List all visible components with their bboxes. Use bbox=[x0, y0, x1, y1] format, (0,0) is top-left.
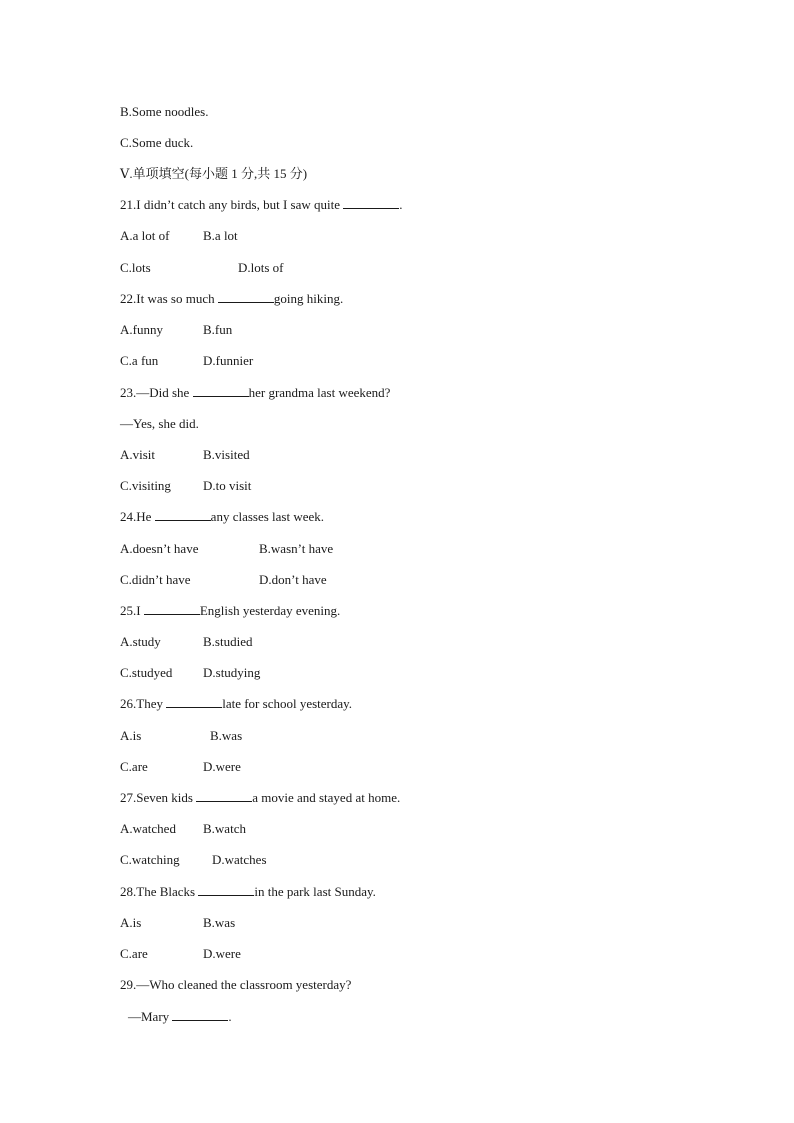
option-d: D.watches bbox=[212, 852, 267, 867]
option-b: B.was bbox=[203, 915, 236, 930]
option-d: D.lots of bbox=[238, 260, 284, 275]
option-d: D.were bbox=[203, 946, 241, 961]
option-a: A.doesn’t have bbox=[120, 541, 199, 556]
option-a: A.is bbox=[120, 728, 142, 743]
option-b: B.was bbox=[210, 728, 243, 743]
option-b: B.fun bbox=[203, 322, 233, 337]
question-21: 21.I didn’t catch any birds, but I saw quite . bbox=[120, 197, 403, 212]
option-b: B.a lot bbox=[203, 228, 238, 243]
option-d: D.were bbox=[203, 759, 241, 774]
option-b: B.visited bbox=[203, 447, 250, 462]
option-a: A.a lot of bbox=[120, 228, 170, 243]
answer-blank bbox=[166, 696, 222, 708]
option-c: C.are bbox=[120, 946, 148, 961]
question-22: 22.It was so much going hiking. bbox=[120, 291, 344, 306]
answer-blank bbox=[155, 509, 211, 521]
option-c: C.are bbox=[120, 759, 148, 774]
answer-blank bbox=[218, 291, 274, 303]
question-28: 28.The Blacks in the park last Sunday. bbox=[120, 884, 376, 899]
section-title: Ⅴ.单项填空(每小题 1 分,共 15 分) bbox=[120, 166, 308, 181]
answer-blank bbox=[172, 1009, 228, 1021]
option-a: A.funny bbox=[120, 322, 163, 337]
reply-29: —Mary . bbox=[128, 1009, 232, 1024]
option-d: D.to visit bbox=[203, 478, 252, 493]
answer-blank bbox=[198, 884, 254, 896]
option-c: C.a fun bbox=[120, 353, 159, 368]
option-d: D.studying bbox=[203, 665, 261, 680]
answer-blank bbox=[343, 197, 399, 209]
option-a: A.is bbox=[120, 915, 142, 930]
option-c: C.studyed bbox=[120, 665, 173, 680]
option-a: A.watched bbox=[120, 821, 176, 836]
option-a: A.visit bbox=[120, 447, 156, 462]
question-27: 27.Seven kids a movie and stayed at home. bbox=[120, 790, 401, 805]
option-c-prev: C.Some duck. bbox=[120, 135, 194, 150]
option-c: C.didn’t have bbox=[120, 572, 191, 587]
option-c: C.watching bbox=[120, 852, 180, 867]
option-a: A.study bbox=[120, 634, 161, 649]
question-24: 24.He any classes last week. bbox=[120, 509, 325, 524]
option-c: C.visiting bbox=[120, 478, 171, 493]
option-c: C.lots bbox=[120, 260, 151, 275]
answer-blank bbox=[196, 790, 252, 802]
question-25: 25.I English yesterday evening. bbox=[120, 603, 341, 618]
reply-23: —Yes, she did. bbox=[120, 416, 199, 431]
option-b-prev: B.Some noodles. bbox=[120, 104, 209, 119]
answer-blank bbox=[144, 603, 200, 615]
option-d: D.funnier bbox=[203, 353, 254, 368]
answer-blank bbox=[193, 385, 249, 397]
option-d: D.don’t have bbox=[259, 572, 327, 587]
question-29: 29.—Who cleaned the classroom yesterday? bbox=[120, 977, 352, 992]
option-b: B.watch bbox=[203, 821, 246, 836]
question-23: 23.—Did she her grandma last weekend? bbox=[120, 385, 391, 400]
option-b: B.wasn’t have bbox=[259, 541, 334, 556]
question-26: 26.They late for school yesterday. bbox=[120, 696, 353, 711]
option-b: B.studied bbox=[203, 634, 253, 649]
